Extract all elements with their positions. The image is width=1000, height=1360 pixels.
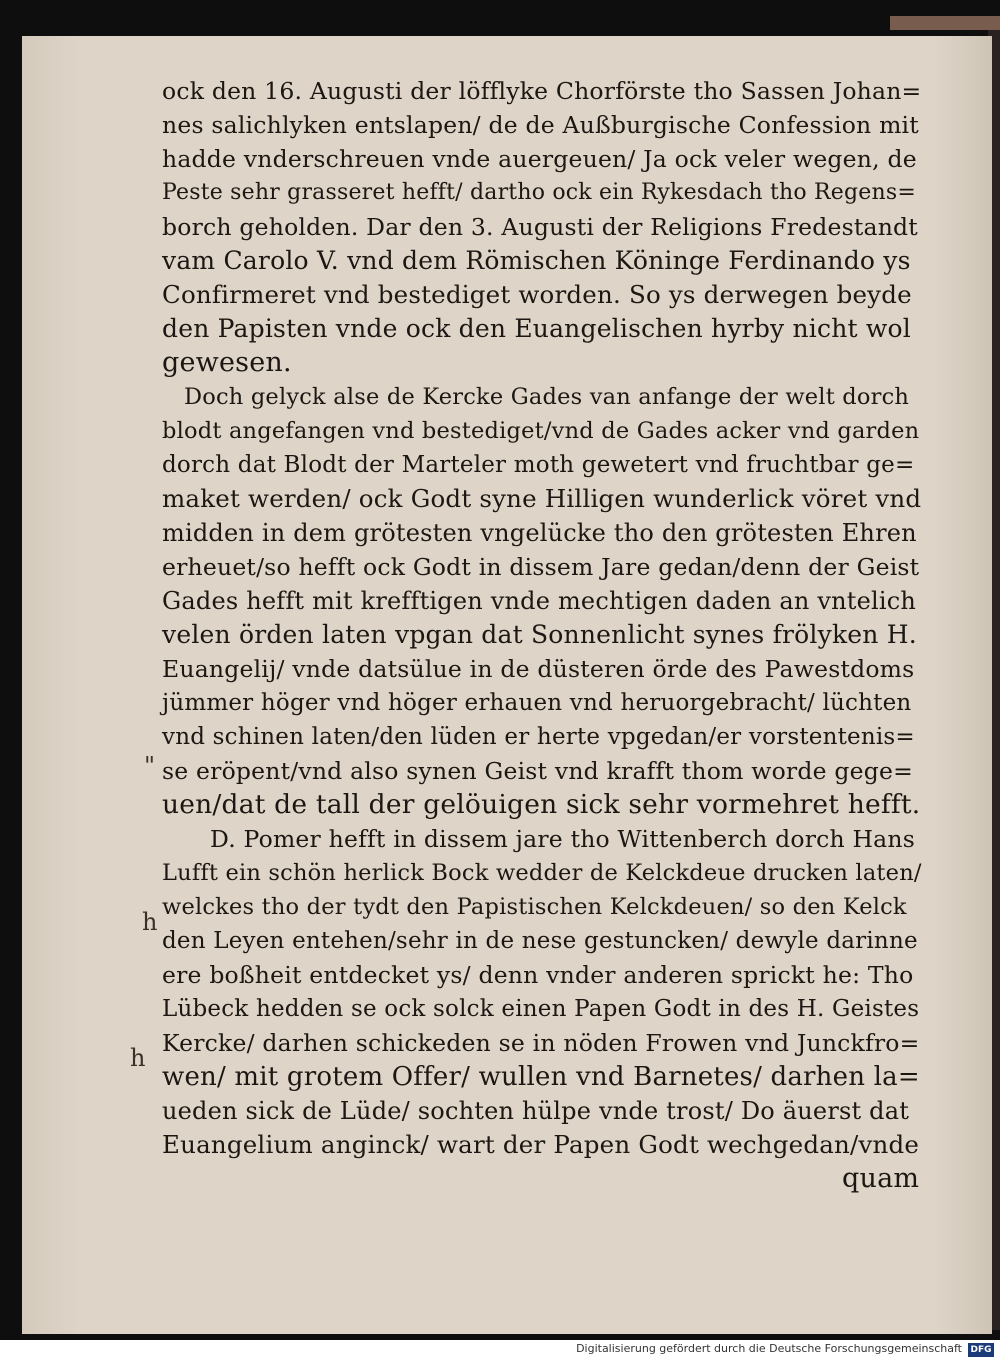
text-line: wen/ mit grotem Offer/ wullen vnd Barnetes/ darhen la= [162,1062,920,1092]
catchword: quam [842,1163,920,1194]
text-line: Lufft ein schön herlick Bock wedder de Kelckdeue drucken laten/ [162,860,922,886]
dfg-logo: DFG [968,1343,994,1357]
text-line: Gades hefft mit krefftigen vnde mechtigen daden an vntelich [162,587,917,615]
text-line: den Papisten vnde ock den Euangelischen hyrby nicht wol [162,314,911,343]
text-line: Lübeck hedden se ock solck einen Papen Godt in des H. Geistes [162,996,920,1022]
text-line: Kercke/ darhen schickeden se in nöden Frowen vnd Junckfro= [162,1029,920,1057]
text-line: erheuet/so hefft ock Godt in dissem Jare gedan/denn der Geist [162,553,920,581]
book-edge-top [890,16,1000,30]
text-line: se eröpent/vnd also synen Geist vnd krafft thom worde gege= [162,757,913,785]
text-line: Euangelium anginck/ wart der Papen Godt wechgedan/vnde [162,1130,920,1159]
text-line: D. Pomer hefft in dissem jare tho Wittenberch dorch Hans [210,825,915,853]
text-line: Euangelij/ vnde datsülue in de düsteren örde des Pawestdoms [162,655,915,683]
text-line: vnd schinen laten/den lüden er herte vpgedan/er vorstentenis= [162,724,915,750]
text-line: den Leyen entehen/sehr in de nese gestuncken/ dewyle darinne [162,928,918,954]
margin-annotation: h [142,908,158,936]
text-line: Doch gelyck alse de Kercke Gades van anfange der welt dorch [184,384,910,410]
text-line: nes salichlyken entslapen/ de de Außburgische Confession mit [162,111,919,139]
text-line: maket werden/ ock Godt syne Hilligen wunderlick vöret vnd [162,484,922,513]
text-line: jümmer höger vnd höger erhauen vnd heruorgebracht/ lüchten [162,690,912,716]
text-line: borch geholden. Dar den 3. Augusti der Religions Fredestandt [162,213,918,241]
text-line: hadde vnderschreuen vnde auergeuen/ Ja ock veler wegen, de [162,145,917,173]
text-line: ock den 16. Augusti der löfflyke Chorförste tho Sassen Johan= [162,77,922,105]
text-line: Confirmeret vnd bestediget worden. So ys derwegen beyde [162,280,912,309]
text-line: dorch dat Blodt der Marteler moth gewetert vnd fruchtbar ge= [162,452,915,478]
footer-bar [0,1340,1000,1360]
text-line: ueden sick de Lüde/ sochten hülpe vnde trost/ Do äuerst dat [162,1097,910,1125]
margin-annotation: h [130,1044,146,1072]
text-line: uen/dat de tall der gelöuigen sick sehr vormehret hefft. [162,789,921,820]
text-line: blodt angefangen vnd bestediget/vnd de Gades acker vnd garden [162,418,920,444]
text-line: velen örden laten vpgan dat Sonnenlicht synes frölyken H. [162,620,917,649]
text-line: welckes tho der tydt den Papistischen Kelckdeuen/ so den Kelck [162,894,907,920]
text-line: gewesen. [162,347,292,378]
text-line: ere boßheit entdecket ys/ denn vnder anderen sprickt he: Tho [162,961,914,989]
text-line: Peste sehr grasseret hefft/ dartho ock ein Rykesdach tho Regens= [162,180,916,205]
funding-notice: Digitalisierung gefördert durch die Deutsche Forschungsgemeinschaft [576,1342,962,1355]
margin-annotation: " [144,752,156,780]
book-page [22,36,992,1334]
text-line: midden in dem grötesten vngelücke tho den grötesten Ehren [162,519,917,547]
text-line: vam Carolo V. vnd dem Römischen Köninge Ferdinando ys [162,246,911,275]
